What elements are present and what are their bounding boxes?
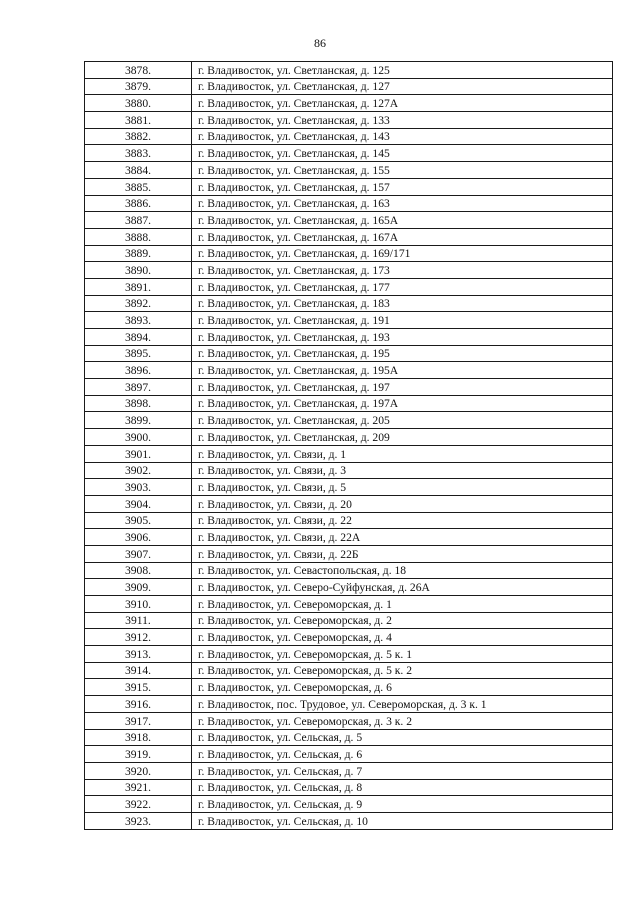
table-row <box>85 696 613 713</box>
table-row <box>85 195 613 212</box>
row-address: г. Владивосток, ул. Связи, д. 5 <box>192 479 613 496</box>
table-row <box>85 278 613 295</box>
row-address: г. Владивосток, ул. Светланская, д. 197А <box>192 395 613 412</box>
row-address: г. Владивосток, ул. Светланская, д. 155 <box>192 162 613 179</box>
table-row <box>85 762 613 779</box>
row-number: 3921. <box>85 779 192 796</box>
table-row <box>85 262 613 279</box>
table-row <box>85 295 613 312</box>
row-address: г. Владивосток, ул. Светланская, д. 169/171 <box>192 245 613 262</box>
table-row <box>85 379 613 396</box>
row-number: 3919. <box>85 746 192 763</box>
table-row <box>85 679 613 696</box>
row-address: г. Владивосток, ул. Связи, д. 22 <box>192 512 613 529</box>
row-address: г. Владивосток, ул. Связи, д. 3 <box>192 462 613 479</box>
row-address: г. Владивосток, ул. Светланская, д. 191 <box>192 312 613 329</box>
row-address: г. Владивосток, ул. Сельская, д. 9 <box>192 796 613 813</box>
row-address: г. Владивосток, ул. Светланская, д. 167А <box>192 228 613 245</box>
table-row <box>85 145 613 162</box>
table-row <box>85 78 613 95</box>
row-address: г. Владивосток, ул. Светланская, д. 177 <box>192 278 613 295</box>
row-number: 3918. <box>85 729 192 746</box>
row-address: г. Владивосток, ул. Светланская, д. 183 <box>192 295 613 312</box>
row-number: 3888. <box>85 228 192 245</box>
row-address: г. Владивосток, ул. Светланская, д. 195 <box>192 345 613 362</box>
row-address: г. Владивосток, ул. Светланская, д. 133 <box>192 112 613 129</box>
row-address: г. Владивосток, ул. Североморская, д. 5 к. 1 <box>192 646 613 663</box>
row-address: г. Владивосток, ул. Светланская, д. 127А <box>192 95 613 112</box>
table-row <box>85 362 613 379</box>
row-address: г. Владивосток, ул. Светланская, д. 197 <box>192 379 613 396</box>
row-number: 3922. <box>85 796 192 813</box>
row-address: г. Владивосток, ул. Светланская, д. 165А <box>192 212 613 229</box>
table-row <box>85 579 613 596</box>
row-number: 3891. <box>85 278 192 295</box>
row-number: 3884. <box>85 162 192 179</box>
row-address: г. Владивосток, ул. Светланская, д. 173 <box>192 262 613 279</box>
row-address: г. Владивосток, ул. Североморская, д. 4 <box>192 629 613 646</box>
table-row <box>85 162 613 179</box>
row-address: г. Владивосток, ул. Светланская, д. 195А <box>192 362 613 379</box>
row-address: г. Владивосток, ул. Сельская, д. 6 <box>192 746 613 763</box>
row-number: 3887. <box>85 212 192 229</box>
row-number: 3911. <box>85 612 192 629</box>
row-address: г. Владивосток, ул. Северо-Суйфунская, д. 26А <box>192 579 613 596</box>
table-row <box>85 345 613 362</box>
row-address: г. Владивосток, ул. Светланская, д. 209 <box>192 429 613 446</box>
row-address: г. Владивосток, пос. Трудовое, ул. Североморская, д. 3 к. 1 <box>192 696 613 713</box>
table-row <box>85 95 613 112</box>
row-number: 3909. <box>85 579 192 596</box>
row-number: 3893. <box>85 312 192 329</box>
table-row <box>85 796 613 813</box>
row-number: 3915. <box>85 679 192 696</box>
table-row <box>85 712 613 729</box>
table-row <box>85 212 613 229</box>
row-address: г. Владивосток, ул. Сельская, д. 10 <box>192 812 613 829</box>
table-row <box>85 779 613 796</box>
table-row <box>85 178 613 195</box>
row-address: г. Владивосток, ул. Сельская, д. 8 <box>192 779 613 796</box>
table-row <box>85 596 613 613</box>
row-address: г. Владивосток, ул. Светланская, д. 193 <box>192 329 613 346</box>
row-number: 3882. <box>85 128 192 145</box>
page-number: 86 <box>314 36 326 50</box>
row-number: 3895. <box>85 345 192 362</box>
table-row <box>85 746 613 763</box>
row-address: г. Владивосток, ул. Светланская, д. 127 <box>192 78 613 95</box>
row-address: г. Владивосток, ул. Светланская, д. 125 <box>192 62 613 79</box>
row-address: г. Владивосток, ул. Сельская, д. 5 <box>192 729 613 746</box>
table-row <box>85 479 613 496</box>
row-number: 3923. <box>85 812 192 829</box>
table-row <box>85 529 613 546</box>
row-number: 3904. <box>85 495 192 512</box>
row-number: 3898. <box>85 395 192 412</box>
row-number: 3889. <box>85 245 192 262</box>
row-address: г. Владивосток, ул. Светланская, д. 163 <box>192 195 613 212</box>
row-address: г. Владивосток, ул. Североморская, д. 2 <box>192 612 613 629</box>
row-number: 3890. <box>85 262 192 279</box>
table-row <box>85 662 613 679</box>
row-number: 3907. <box>85 545 192 562</box>
row-address: г. Владивосток, ул. Светланская, д. 157 <box>192 178 613 195</box>
row-number: 3894. <box>85 329 192 346</box>
table-row <box>85 228 613 245</box>
table-row <box>85 429 613 446</box>
row-address: г. Владивосток, ул. Связи, д. 1 <box>192 445 613 462</box>
row-number: 3880. <box>85 95 192 112</box>
table-row <box>85 562 613 579</box>
row-number: 3920. <box>85 762 192 779</box>
row-number: 3901. <box>85 445 192 462</box>
table-row <box>85 812 613 829</box>
row-address: г. Владивосток, ул. Североморская, д. 1 <box>192 596 613 613</box>
row-number: 3910. <box>85 596 192 613</box>
table-row <box>85 612 613 629</box>
row-address: г. Владивосток, ул. Светланская, д. 145 <box>192 145 613 162</box>
table-row <box>85 395 613 412</box>
row-number: 3916. <box>85 696 192 713</box>
row-number: 3885. <box>85 178 192 195</box>
table-row <box>85 646 613 663</box>
table-row <box>85 112 613 129</box>
address-table-body <box>85 62 613 830</box>
row-number: 3886. <box>85 195 192 212</box>
table-row <box>85 62 613 79</box>
row-number: 3899. <box>85 412 192 429</box>
table-row <box>85 128 613 145</box>
row-number: 3883. <box>85 145 192 162</box>
address-table-container <box>84 61 613 830</box>
table-row <box>85 245 613 262</box>
row-number: 3914. <box>85 662 192 679</box>
row-address: г. Владивосток, ул. Связи, д. 20 <box>192 495 613 512</box>
table-row <box>85 495 613 512</box>
row-address: г. Владивосток, ул. Сельская, д. 7 <box>192 762 613 779</box>
row-address: г. Владивосток, ул. Североморская, д. 5 к. 2 <box>192 662 613 679</box>
row-number: 3902. <box>85 462 192 479</box>
table-row <box>85 545 613 562</box>
table-row <box>85 462 613 479</box>
row-number: 3906. <box>85 529 192 546</box>
row-number: 3908. <box>85 562 192 579</box>
table-row <box>85 329 613 346</box>
address-table <box>84 61 613 830</box>
row-number: 3879. <box>85 78 192 95</box>
row-address: г. Владивосток, ул. Североморская, д. 3 к. 2 <box>192 712 613 729</box>
row-number: 3878. <box>85 62 192 79</box>
row-address: г. Владивосток, ул. Светланская, д. 143 <box>192 128 613 145</box>
table-row <box>85 445 613 462</box>
row-number: 3917. <box>85 712 192 729</box>
row-address: г. Владивосток, ул. Североморская, д. 6 <box>192 679 613 696</box>
row-number: 3897. <box>85 379 192 396</box>
row-number: 3881. <box>85 112 192 129</box>
table-row <box>85 629 613 646</box>
row-number: 3905. <box>85 512 192 529</box>
table-row <box>85 512 613 529</box>
row-address: г. Владивосток, ул. Светланская, д. 205 <box>192 412 613 429</box>
row-number: 3903. <box>85 479 192 496</box>
row-number: 3913. <box>85 646 192 663</box>
table-row <box>85 312 613 329</box>
row-number: 3896. <box>85 362 192 379</box>
row-address: г. Владивосток, ул. Связи, д. 22Б <box>192 545 613 562</box>
row-number: 3900. <box>85 429 192 446</box>
row-address: г. Владивосток, ул. Севастопольская, д. 18 <box>192 562 613 579</box>
row-number: 3892. <box>85 295 192 312</box>
table-row <box>85 729 613 746</box>
table-row <box>85 412 613 429</box>
row-number: 3912. <box>85 629 192 646</box>
row-address: г. Владивосток, ул. Связи, д. 22А <box>192 529 613 546</box>
